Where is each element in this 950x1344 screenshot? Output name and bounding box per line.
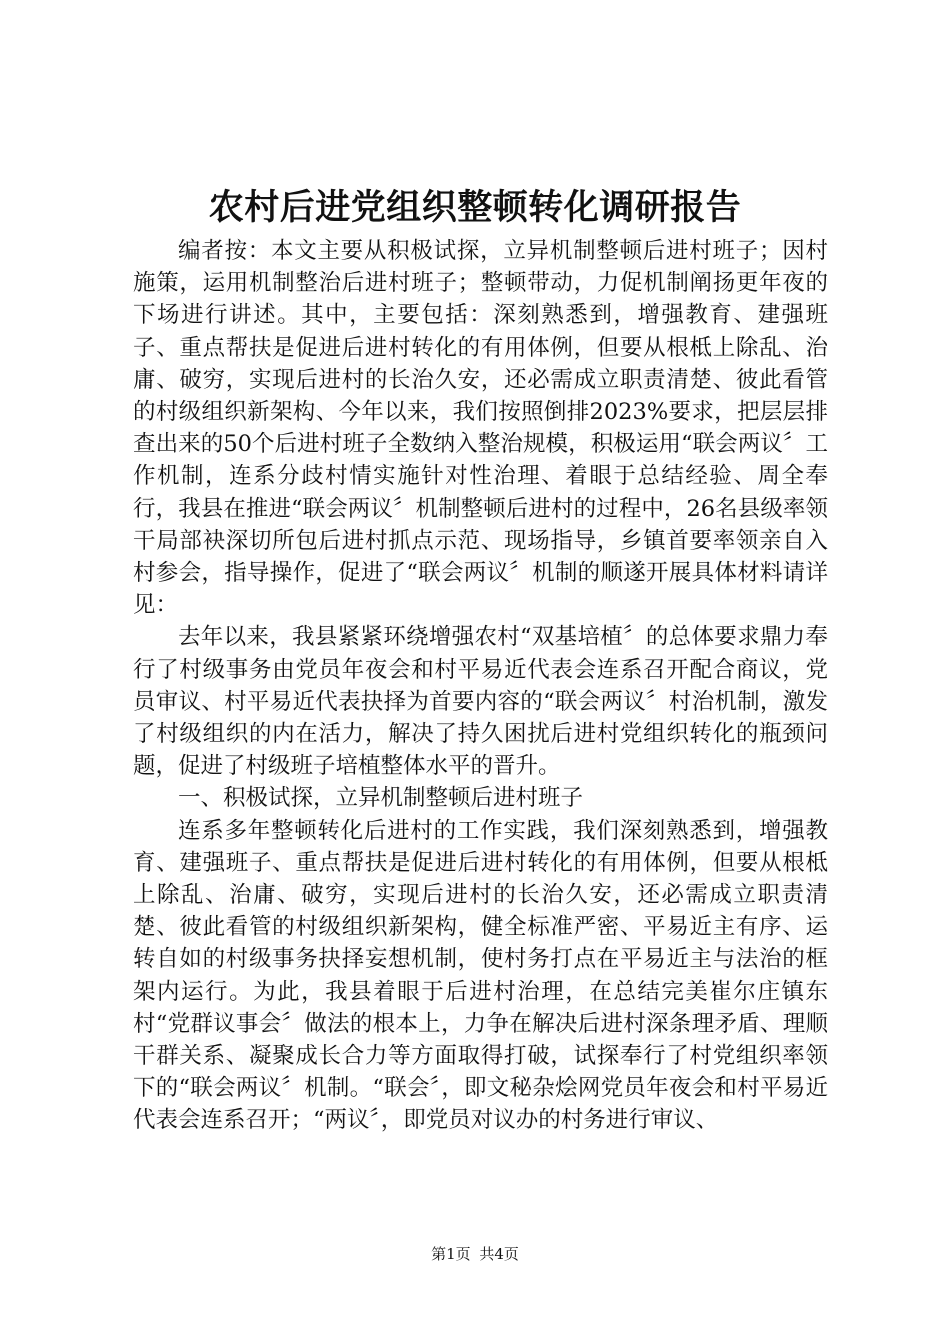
document-body: [133, 235, 828, 1137]
document-title: 农村后进党组织整顿转化调研报告: [208, 187, 742, 228]
section-heading: 一、积极试探，立异机制整顿后进村班子: [178, 785, 584, 812]
paragraph-intro: 去年以来，我县紧紧环绕增强农村“双基培植〞的总体要求鼎力奉行了村级事务由党员年夜会和村平易近代表会连系召开配合商议，党员审议、村平易近代表抉择为首要内容的“联会两议〞村治机制，激发了村级组织的内在活力，解决了持久困扰后进村党组织转化的瓶颈问题，促进了村级班子培植整体水平的晋升。: [133, 624, 828, 780]
paragraph-editor-note: 编者按：本文主要从积极试探，立异机制整顿后进村班子；因村施策，运用机制整治后进村班子；整顿带动，力促机制阐扬更年夜的下场进行讲述。其中，主要包括：深刻熟悉到，增强教育、建强班子、重点帮扶是促进后进村转化的有用体例，但要从根柢上除乱、治庸、破穷，实现后进村的长治久安，还必需成立职责清楚、彼此看管的村级组织新架构、今年以来，我们按照倒排2023%要求，把层层排查出来的50个后进村班子全数纳入整治规模，积极运用“联会两议〞工作机制，连系分歧村情实施针对性治理、着眼于总结经验、周全奉行，我县在推进“联会两议〞机制整顿后进村的过程中，26名县级率领干局部袂深切所包后进村抓点示范、现场指导，乡镇首要率领亲自入村参会，指导操作，促进了“联会两议〞机制的顺遂开展具体材料请详见：: [133, 238, 828, 619]
paragraph-section-body: 连系多年整顿转化后进村的工作实践，我们深刻熟悉到，增强教育、建强班子、重点帮扶是促进后进村转化的有用体例，但要从根柢上除乱、治庸、破穷，实现后进村的长治久安，还必需成立职责清楚、彼此看管的村级组织新架构，健全标准严密、平易近主有序、运转自如的村级事务抉择妄想机制，使村务打点在平易近主与法治的框架内运行。为此，我县着眼于后进村治理，在总结完美崔尔庄镇东村“党群议事会〞做法的根本上，力争在解决后进村深条理矛盾、理顺干群关系、凝聚成长合力等方面取得打破，试探奉行了村党组织率领下的“联会两议〞机制。“联会〞，即文秘杂烩网党员年夜会和村平易近代表会连系召开；“两议〞，即党员对议办的村务进行审议、: [133, 817, 828, 1134]
page-total: 共4页: [479, 1245, 519, 1263]
page-number: 第1页: [431, 1245, 471, 1263]
page-footer: [0, 1244, 950, 1264]
